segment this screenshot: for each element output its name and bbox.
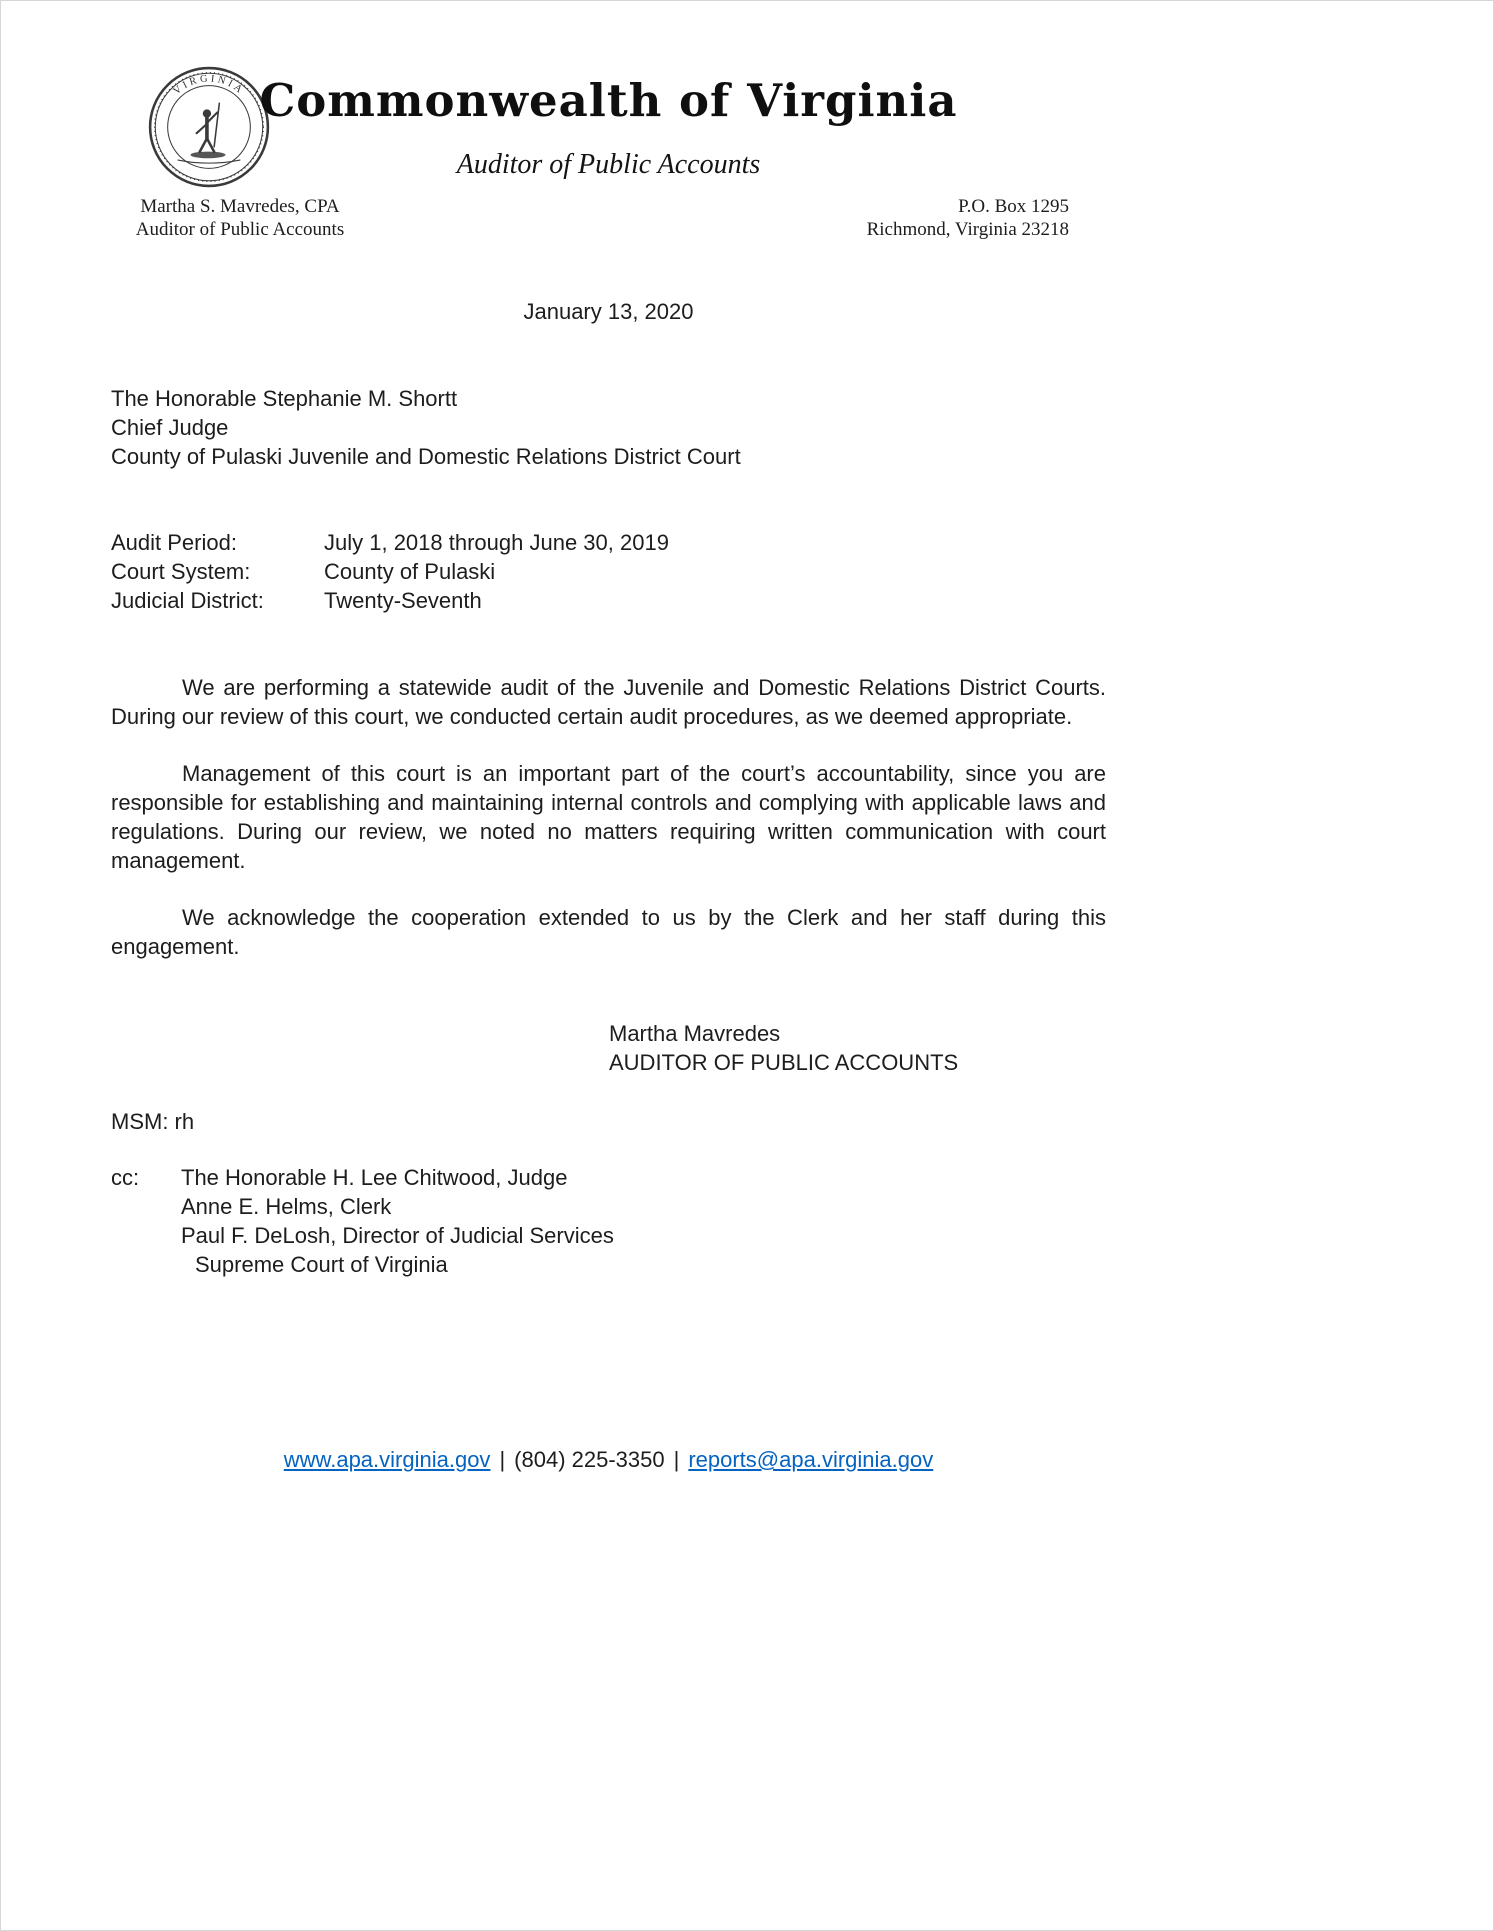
meta-row-audit-period <box>111 528 1106 557</box>
paragraph-management: Management of this court is an important part of the court’s accountability, since you are responsible for establishing and maintaining internal controls and complying with applicable laws and regulations. During our review, we noted no matters requiring written communication with court management. <box>111 761 1106 873</box>
cc-label: cc: <box>111 1165 140 1190</box>
address-line-1: P.O. Box 1295 <box>958 196 1069 217</box>
meta-row-court-system <box>111 557 1106 586</box>
meta-label: Court System: <box>111 559 251 584</box>
meta-row-judicial-district <box>111 586 1106 615</box>
recipient-name: The Honorable Stephanie M. Shortt <box>111 386 458 411</box>
cc-block <box>111 1163 1106 1279</box>
meta-label: Audit Period: <box>111 530 237 555</box>
recipient-title: Chief Judge <box>111 415 229 440</box>
address-block <box>867 195 1069 241</box>
recipient-block <box>111 384 1106 471</box>
footer-separator: | <box>499 1447 506 1472</box>
cc-list <box>181 1163 1106 1279</box>
svg-text:VIRGINIA: VIRGINIA <box>171 73 247 98</box>
org-title: Commonwealth of Virginia <box>259 74 958 127</box>
signature-block <box>609 1019 958 1077</box>
auditor-contact-block <box>125 195 355 241</box>
signature-name: Martha Mavredes <box>609 1021 781 1046</box>
footer-separator: | <box>673 1447 680 1472</box>
auditor-name: Martha S. Mavredes, CPA <box>140 196 340 217</box>
footer-contact <box>111 1445 1106 1474</box>
address-line-2: Richmond, Virginia 23218 <box>866 219 1069 240</box>
meta-value: July 1, 2018 through June 30, 2019 <box>324 530 669 555</box>
meta-value: County of Pulaski <box>324 559 496 584</box>
cc-item: Supreme Court of Virginia <box>195 1252 448 1277</box>
meta-label: Judicial District: <box>111 588 264 613</box>
email-link[interactable]: reports@apa.virginia.gov <box>688 1447 934 1472</box>
org-subtitle: Auditor of Public Accounts <box>456 149 761 180</box>
phone-number: (804) 225-3350 <box>514 1447 665 1472</box>
cc-item: Paul F. DeLosh, Director of Judicial Services <box>181 1223 614 1248</box>
cc-item: Anne E. Helms, Clerk <box>181 1194 392 1219</box>
meta-value: Twenty-Seventh <box>324 588 482 613</box>
recipient-court: County of Pulaski Juvenile and Domestic Relations District Court <box>111 444 741 469</box>
cc-item: The Honorable H. Lee Chitwood, Judge <box>181 1165 568 1190</box>
paragraph-statewide-audit: We are performing a statewide audit of the Juvenile and Domestic Relations District Courts. During our review of this court, we conducted certain audit procedures, as we deemed appropriate. <box>111 675 1106 729</box>
reference-initials: MSM: rh <box>111 1109 195 1134</box>
letter-date: January 13, 2020 <box>523 299 694 324</box>
paragraph-acknowledgement: We acknowledge the cooperation extended to us by the Clerk and her staff during this engagement. <box>111 905 1106 959</box>
website-link[interactable]: www.apa.virginia.gov <box>283 1447 491 1472</box>
signature-title: AUDITOR OF PUBLIC ACCOUNTS <box>609 1050 959 1075</box>
auditor-title: Auditor of Public Accounts <box>135 219 345 240</box>
audit-meta-block <box>111 528 1106 615</box>
